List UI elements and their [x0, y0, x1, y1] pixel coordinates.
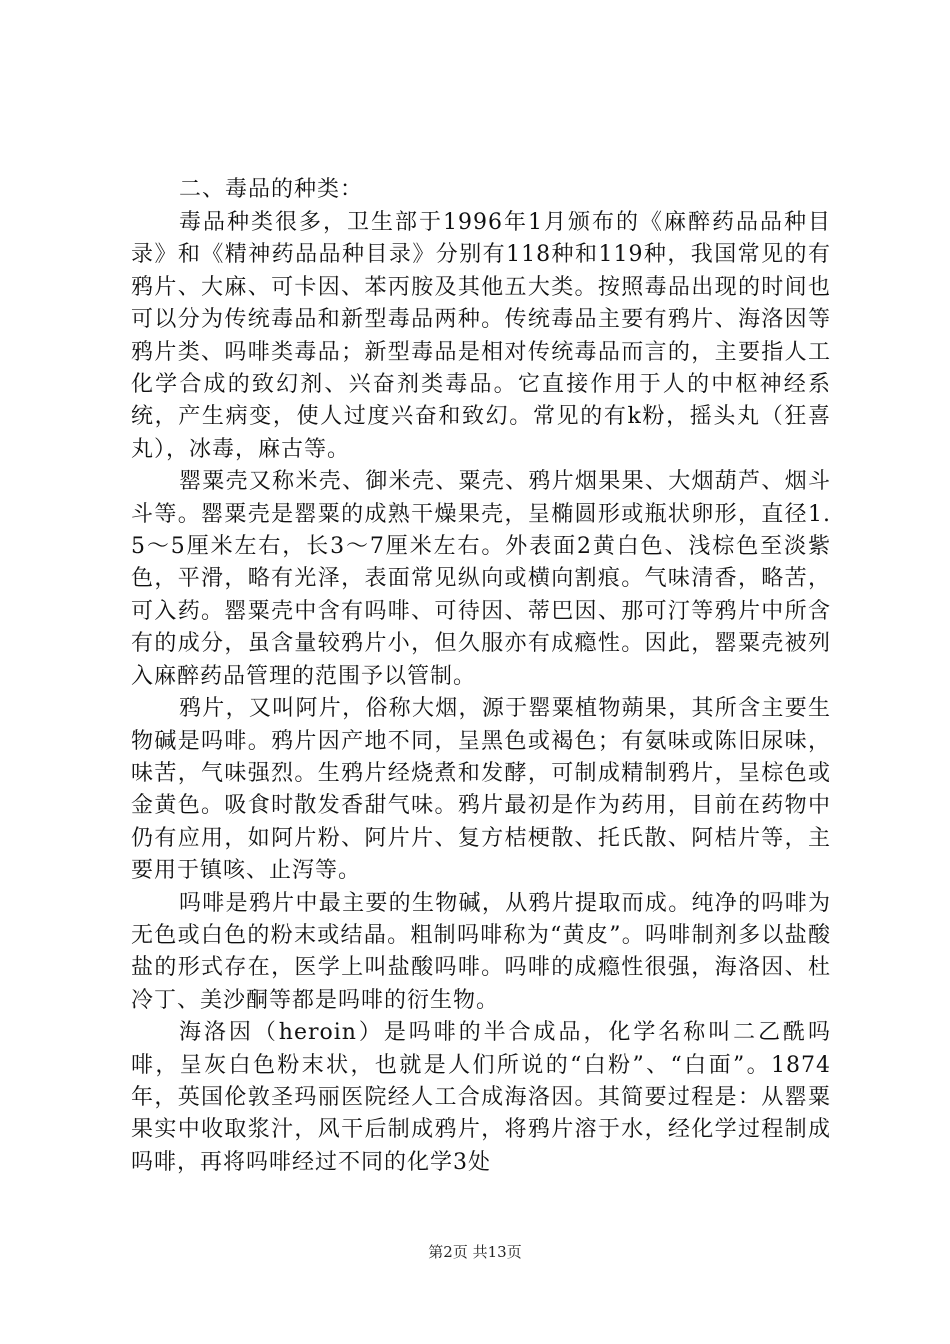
- paragraph-opium: 鸦片，又叫阿片，俗称大烟，源于罂粟植物蒴果，其所含主要生物碱是吗啡。鸦片因产地不同，呈黑色或褐色；有氨味或陈旧尿味，味苦，气味强烈。生鸦片经烧煮和发酵，可制成精制鸦片，呈棕色或金黄色。吸食时散发香甜气味。鸦片最初是作为药用，目前在药物中仍有应用，如阿片粉、阿片片、复方桔梗散、托氏散、阿桔片等，主要用于镇咳、止泻等。: [131, 696, 831, 884]
- document-body: [131, 172, 831, 1179]
- paragraph-heroin: 海洛因（heroin）是吗啡的半合成品，化学名称叫二乙酰吗啡，呈灰白色粉末状，也就是人们所说的“白粉”、“白面”。1874年，英国伦敦圣玛丽医院经人工合成海洛因。其简要过程是：从罂粟果实中收取浆汁，风干后制成鸦片，将鸦片溶于水，经化学过程制成吗啡，再将吗啡经过不同的化学3处: [131, 1020, 831, 1175]
- page-footer: 第2页 共13页: [428, 1243, 522, 1261]
- paragraph-morphine: 吗啡是鸦片中最主要的生物碱，从鸦片提取而成。纯净的吗啡为无色或白色的粉末或结晶。粗制吗啡称为“黄皮”。吗啡制剂多以盐酸盐的形式存在，医学上叫盐酸吗啡。吗啡的成瘾性很强，海洛因、杜冷丁、美沙酮等都是吗啡的衍生物。: [131, 890, 831, 1013]
- section-heading: 二、毒品的种类：: [179, 177, 364, 202]
- paragraph-poppy-husk: 罂粟壳又称米壳、御米壳、粟壳、鸦片烟果果、大烟葫芦、烟斗斗等。罂粟壳是罂粟的成熟干燥果壳，呈椭圆形或瓶状卵形，直径1.5～5厘米左右，长3～7厘米左右。外表面2黄白色、浅棕色至淡紫色，平滑，略有光泽，表面常见纵向或横向割痕。气味清香，略苦，可入药。罂粟壳中含有吗啡、可待因、蒂巴因、那可汀等鸦片中所含有的成分，虽含量较鸦片小，但久服亦有成瘾性。因此，罂粟壳被列入麻醉药品管理的范围予以管制。: [131, 469, 831, 689]
- paragraph-drug-types: 毒品种类很多，卫生部于1996年1月颁布的《麻醉药品品种目录》和《精神药品品种目录》分别有118种和119种，我国常见的有鸦片、大麻、可卡因、苯丙胺及其他五大类。按照毒品出现的时间也可以分为传统毒品和新型毒品两种。传统毒品主要有鸦片、海洛因等鸦片类、吗啡类毒品；新型毒品是相对传统毒品而言的，主要指人工化学合成的致幻剂、兴奋剂类毒品。它直接作用于人的中枢神经系统，产生病变，使人过度兴奋和致幻。常见的有k粉，摇头丸（狂喜丸），冰毒，麻古等。: [131, 210, 831, 462]
